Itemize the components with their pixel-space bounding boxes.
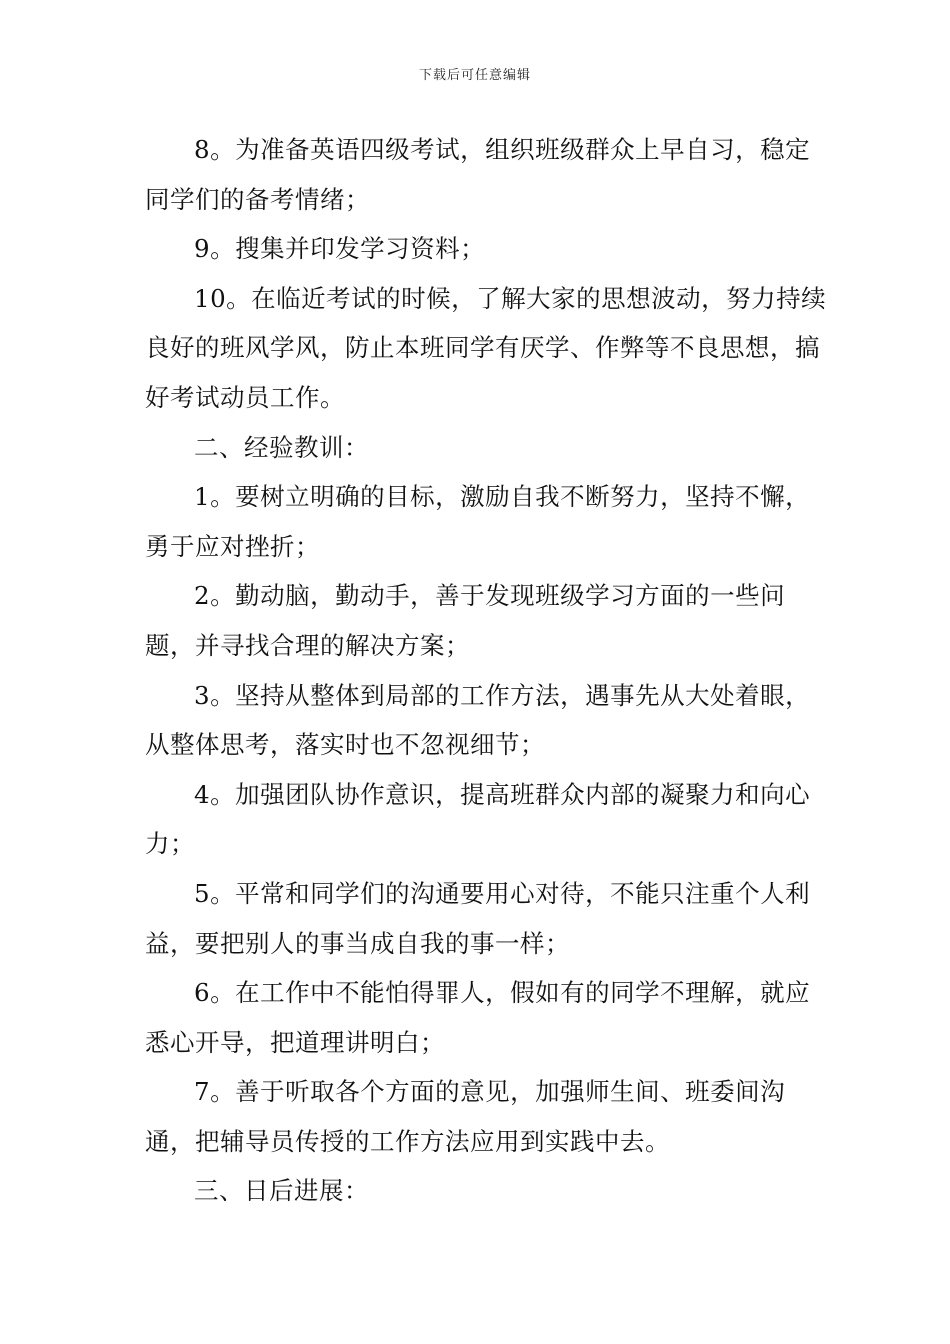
lesson-item-3: 3。坚持从整体到局部的工作方法，遇事先从大处着眼，从整体思考，落实时也不忽视细节； [145,680,811,760]
section-heading-future: 三、日后进展： [194,1176,369,1206]
document-body [145,125,835,1216]
paragraph-item-8: 8。为准备英语四级考试，组织班级群众上早自习，稳定同学们的备考情绪； [145,135,811,214]
lesson-item-6: 6。在工作中不能怕得罪人，假如有的同学不理解，就应悉心开导，把道理讲明白； [145,978,811,1057]
lesson-item-1: 1。要树立明确的目标，激励自我不断努力，坚持不懈，勇于应对挫折； [145,482,811,561]
lesson-item-7: 7。善于听取各个方面的意见，加强师生间、班委间沟通，把辅导员传授的工作方法应用到实践中去。 [145,1077,786,1156]
lesson-item-4: 4。加强团队协作意识，提高班群众内部的凝聚力和向心力； [145,779,811,859]
section-heading-lessons: 二、经验教训： [194,432,369,462]
page-header-note: 下载后可任意编辑 [418,68,531,83]
paragraph-item-10: 10。在临近考试的时候，了解大家的思想波动，努力持续良好的班风学风，防止本班同学有厌学、作弊等不良思想，搞好考试动员工作。 [145,283,827,412]
lesson-item-2: 2。勤动脑，勤动手，善于发现班级学习方面的一些问题，并寻找合理的解决方案； [145,581,786,660]
lesson-item-5: 5。平常和同学们的沟通要用心对待，不能只注重个人利益，要把别人的事当成自我的事一样； [145,878,811,958]
paragraph-item-9: 9。搜集并印发学习资料； [194,234,486,264]
